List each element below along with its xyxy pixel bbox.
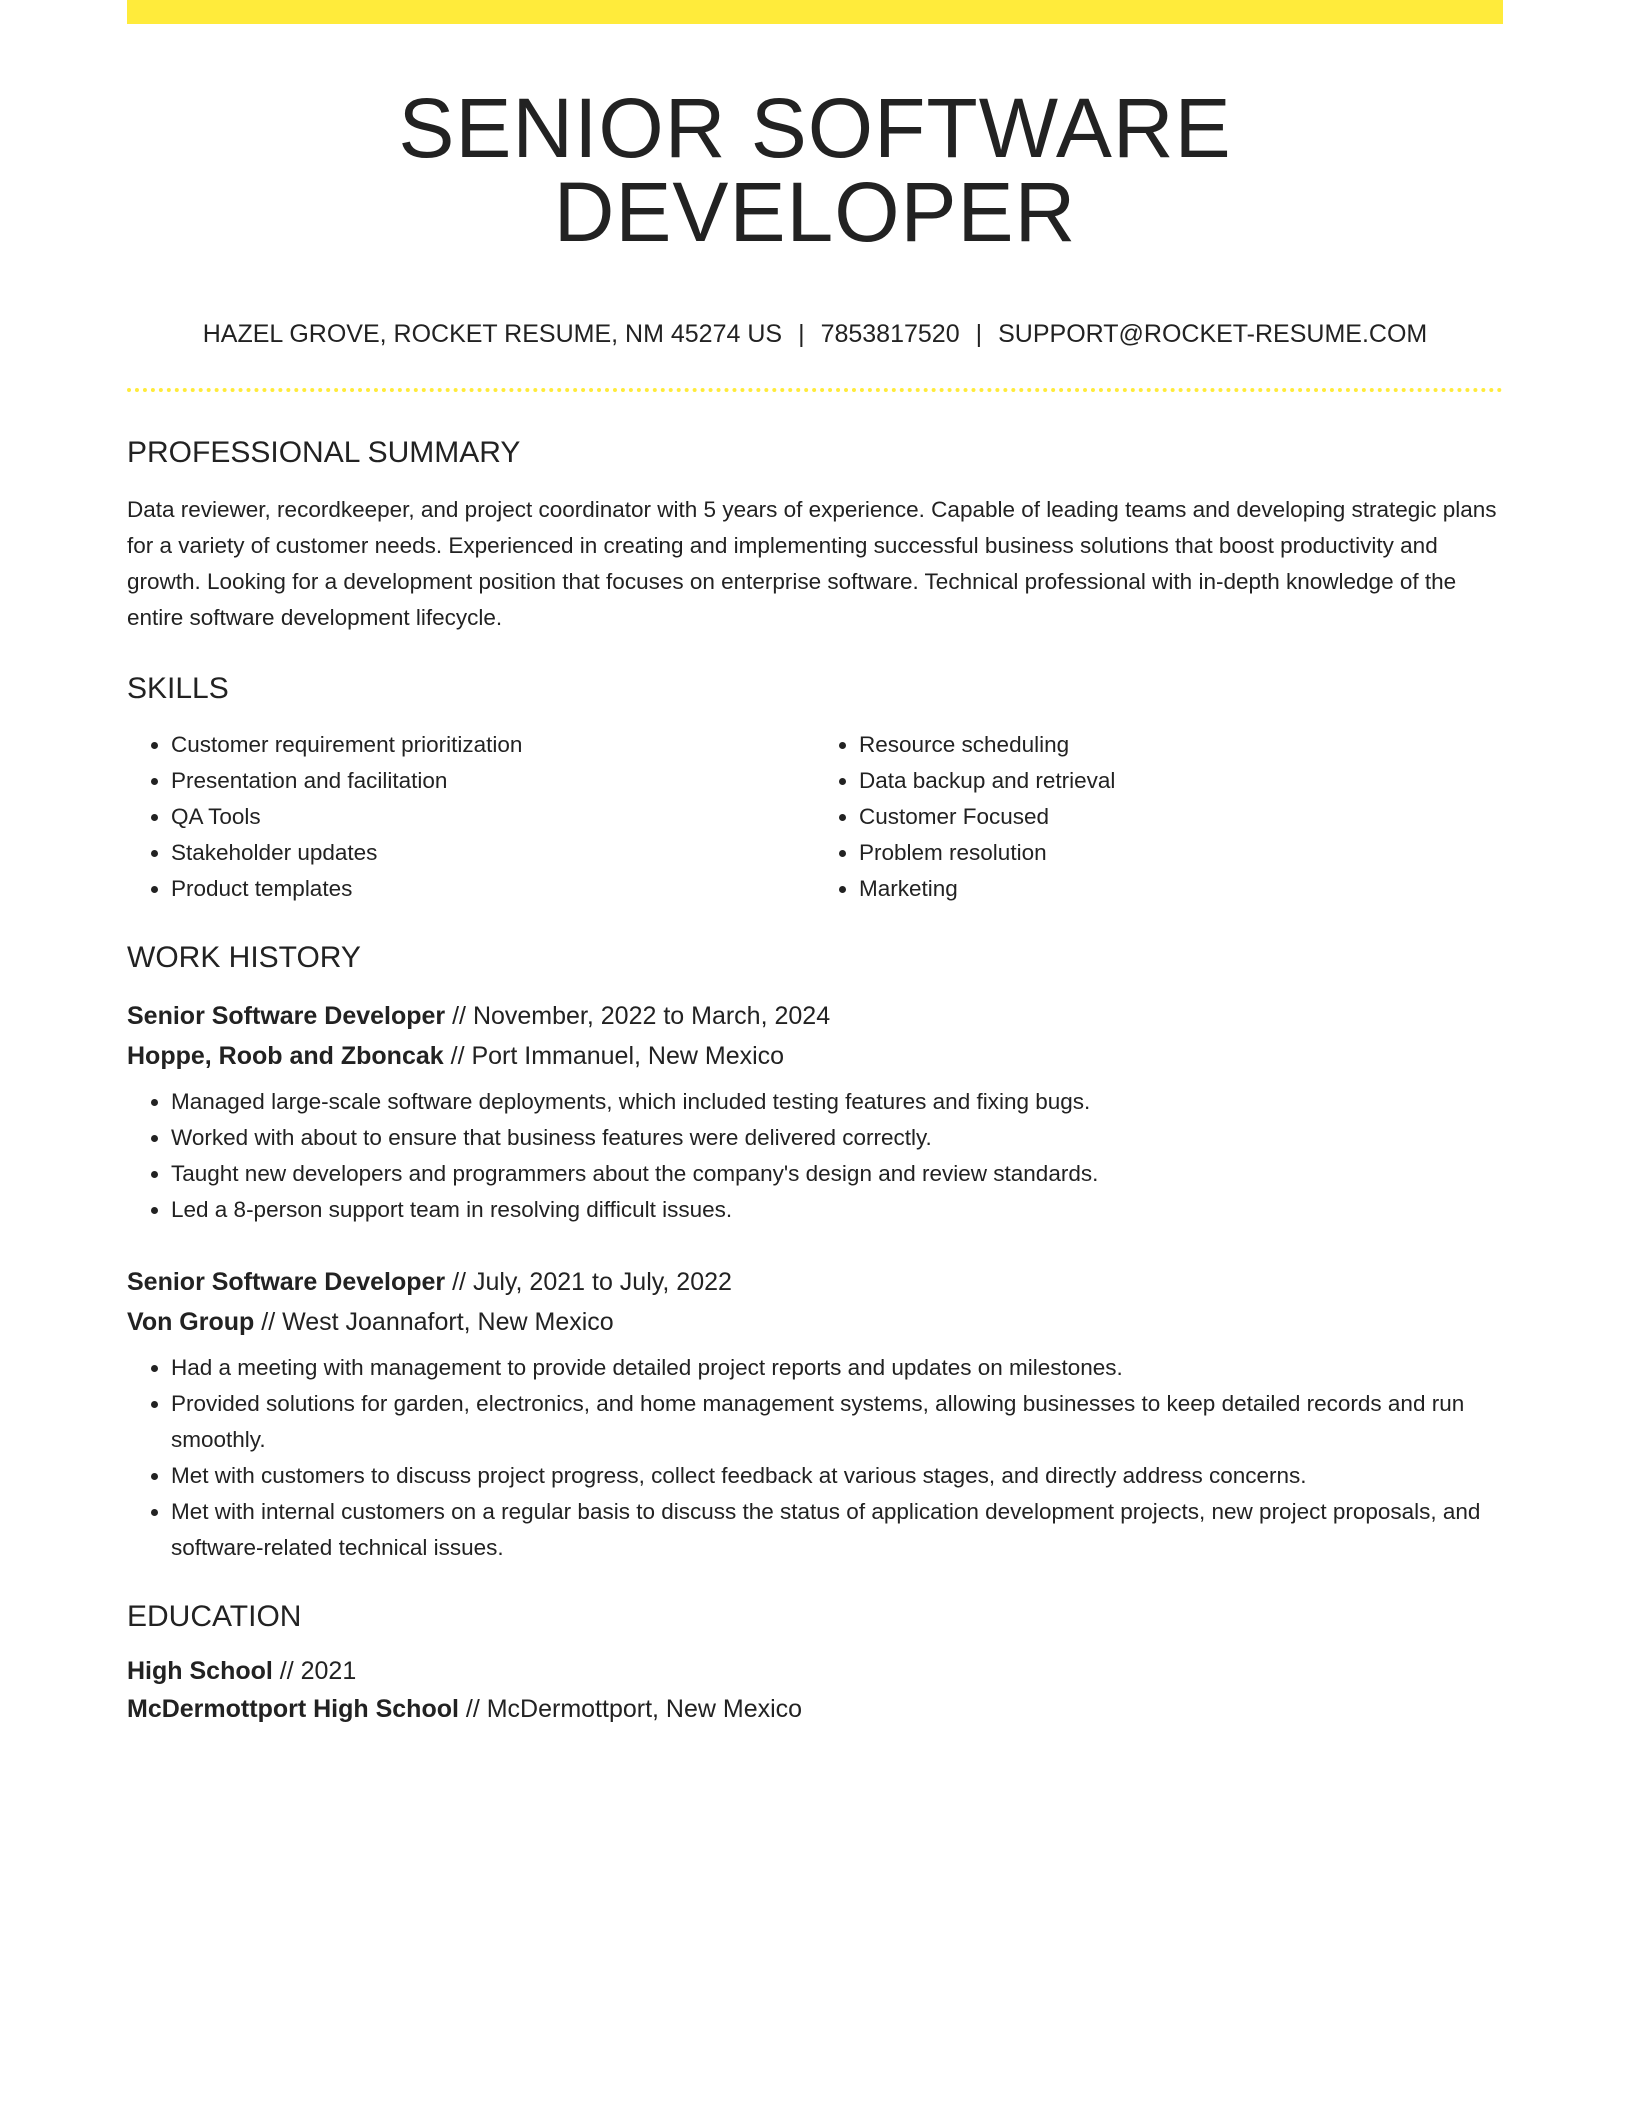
job-bullets <box>127 1084 1503 1228</box>
education-degree-line <box>127 1652 1503 1690</box>
skill-item: • Customer requirement prioritization <box>171 727 815 763</box>
skill-item: • Marketing <box>859 871 1503 907</box>
contact-email: SUPPORT@ROCKET-RESUME.COM <box>998 320 1428 348</box>
resume-page <box>127 0 1503 1728</box>
job-dates: // November, 2022 to March, 2024 <box>445 1002 831 1030</box>
job-bullet: • Led a 8-person support team in resolving difficult issues. <box>171 1192 1503 1228</box>
resume-title: SENIOR SOFTWARE DEVELOPER <box>398 81 1232 259</box>
skill-item: • Presentation and facilitation <box>171 763 815 799</box>
skills-heading: SKILLS <box>127 672 229 705</box>
job-title-line <box>127 996 1503 1036</box>
contact-line <box>127 322 1503 347</box>
job-dates: // July, 2021 to July, 2022 <box>445 1268 732 1296</box>
job-bullet: • Taught new developers and programmers about the company's design and review standards. <box>171 1156 1503 1192</box>
dotted-divider <box>127 388 1503 392</box>
summary-heading: PROFESSIONAL SUMMARY <box>127 436 521 469</box>
work-history-heading: WORK HISTORY <box>127 941 361 974</box>
contact-address: HAZEL GROVE, ROCKET RESUME, NM 45274 US <box>202 320 783 348</box>
skills-column-left <box>127 727 815 907</box>
education-location: // McDermottport, New Mexico <box>458 1695 803 1723</box>
skill-item: • Product templates <box>171 871 815 907</box>
contact-separator: | <box>798 320 805 348</box>
job-company-line <box>127 1036 1503 1076</box>
skill-item: • Problem resolution <box>859 835 1503 871</box>
job-title: Senior Software Developer <box>127 1002 446 1030</box>
contact-phone: 7853817520 <box>820 320 960 348</box>
education-school-line <box>127 1690 1503 1728</box>
job-bullet: • Met with internal customers on a regular basis to discuss the status of application development projects, new project proposals, and software-related technical issues. <box>171 1494 1503 1566</box>
skill-item: • Stakeholder updates <box>171 835 815 871</box>
education-heading: EDUCATION <box>127 1600 302 1633</box>
job-bullet: • Managed large-scale software deployments, which included testing features and fixing bugs. <box>171 1084 1503 1120</box>
job-location: // Port Immanuel, New Mexico <box>443 1042 785 1070</box>
contact-separator: | <box>975 320 983 348</box>
job-bullet: • Met with customers to discuss project progress, collect feedback at various stages, and directly address concerns. <box>171 1458 1503 1494</box>
skill-item: • Resource scheduling <box>859 727 1503 763</box>
skills-list <box>127 727 1503 907</box>
job-entry <box>127 996 1503 1228</box>
job-bullets <box>127 1350 1503 1566</box>
job-title-line <box>127 1262 1503 1302</box>
job-bullet: • Worked with about to ensure that business features were delivered correctly. <box>171 1120 1503 1156</box>
job-location: // West Joannafort, New Mexico <box>254 1308 614 1336</box>
job-company: Hoppe, Roob and Zboncak <box>127 1042 444 1070</box>
skill-item: • QA Tools <box>171 799 815 835</box>
job-entry <box>127 1262 1503 1566</box>
job-company: Von Group <box>127 1308 255 1336</box>
skill-item: • Customer Focused <box>859 799 1503 835</box>
skill-item: • Data backup and retrieval <box>859 763 1503 799</box>
job-bullet: • Provided solutions for garden, electronics, and home management systems, allowing businesses to keep detailed records and run smoothly. <box>171 1386 1503 1458</box>
education-entry <box>127 1652 1503 1728</box>
top-accent-bar <box>127 0 1503 24</box>
job-company-line <box>127 1302 1503 1342</box>
job-bullet: • Had a meeting with management to provide detailed project reports and updates on milestones. <box>171 1350 1503 1386</box>
education-year: // 2021 <box>272 1657 357 1685</box>
education-degree: High School <box>127 1657 273 1685</box>
summary-text: Data reviewer, recordkeeper, and project coordinator with 5 years of experience. Capable of leading teams and developing strategic plans for a variety of customer needs. Experienced in creating and implementing successful business solutions that boost productivity and growth. Looking for a development position that focuses on enterprise software. Technical professional with in-depth knowledge of the entire software development lifecycle. <box>127 497 1497 630</box>
job-title: Senior Software Developer <box>127 1268 446 1296</box>
skills-column-right <box>815 727 1503 907</box>
education-school: McDermottport High School <box>127 1695 459 1723</box>
